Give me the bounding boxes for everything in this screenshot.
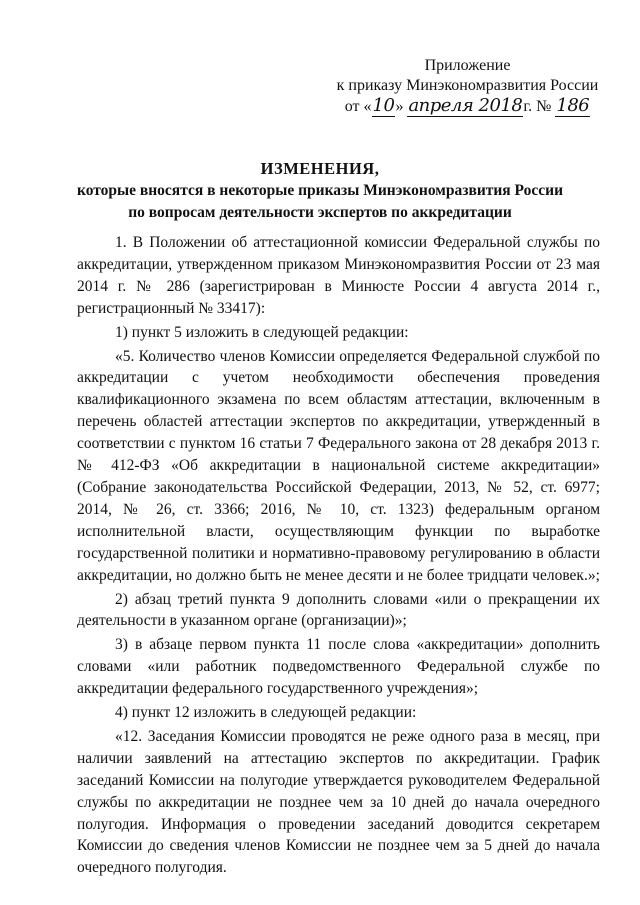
order-number-handwritten: 186 [556,95,590,116]
paragraph-6: 4) пункт 12 изложить в следующей редакции: [115,704,417,722]
appendix-date-line [330,96,605,117]
date-day-handwritten: 10 [372,95,395,116]
appendix-label: Приложение [424,57,511,74]
document-body [77,232,600,881]
paragraph-1: 1. В Положении об аттестационной комиссии Федеральной службы по аккредитации, утвержденном приказом Минэкономразвития России от 23 мая 2014 г. № 286 (зарегистрирован в Минюсте России 4 августа 2014 г., регистрационный № 33417): [77,234,600,317]
paragraph-5: 3) в абзаце первом пункта 11 после слова «аккредитации» дополнить словами «или работник подведомственного Федеральной службе по аккредитации федерального государственного учреждения»; [77,636,600,698]
document-subtitle-line1: которые вносятся в некоторые приказы Минэкономразвития России [76,182,564,199]
date-mid: » [395,98,404,115]
date-month-year-handwritten: апреля 2018 [408,95,523,116]
date-prefix: от « [344,98,372,115]
paragraph-3: «5. Количество членов Комиссии определяется Федеральной службой по аккредитации с учетом необходимости обеспечения проведения квалификационного экзамена по всем областям аттестации, включенным в перечень областей аттестации экспертов по аккредитации, утвержденный в соответствии с пунктом 16 статьи 7 Федерального закона от 28 декабря 2013 г. № 412-ФЗ «Об аккредитации в национальной системе аккредитации» (Собрание законодательства Российской Федерации, 2013, № 52, ст. 6977; 2014, № 26, ст. 3366; 2016, № 10, ст. 1323) федеральным органом исполнительной власти, осуществляющим функции по выработке государственной политики и нормативно-правовому регулированию в области аккредитации, но должно быть не менее десяти и не более тридцати человек.»; [77,347,600,584]
document-title-block [70,158,570,224]
document-subtitle-line2: по вопросам деятельности экспертов по аккредитации [128,204,512,221]
date-suffix: г. № [523,98,552,115]
appendix-order-ref: к приказу Минэкономразвития России [336,77,599,94]
paragraph-2: 1) пункт 5 изложить в следующей редакции: [115,323,409,341]
paragraph-7: «12. Заседания Комиссии проводятся не реже одного раза в месяц, при наличии заявлений на аттестацию экспертов по аккредитации. График заседаний Комиссии на полугодие утверждается руководителем Федеральной службы по аккредитации не позднее чем за 10 дней до начала очередного полугодия. Информация о проведении заседаний доводится секретарем Комиссии до сведения членов Комиссии не позднее чем за 5 дней до начала очередного полугодия. [77,727,600,877]
appendix-header [330,56,605,117]
document-title: ИЗМЕНЕНИЯ, [260,159,380,178]
paragraph-4: 2) абзац третий пункта 9 дополнить словами «или о прекращении их деятельности в указанном органе (организации)»; [77,590,600,630]
